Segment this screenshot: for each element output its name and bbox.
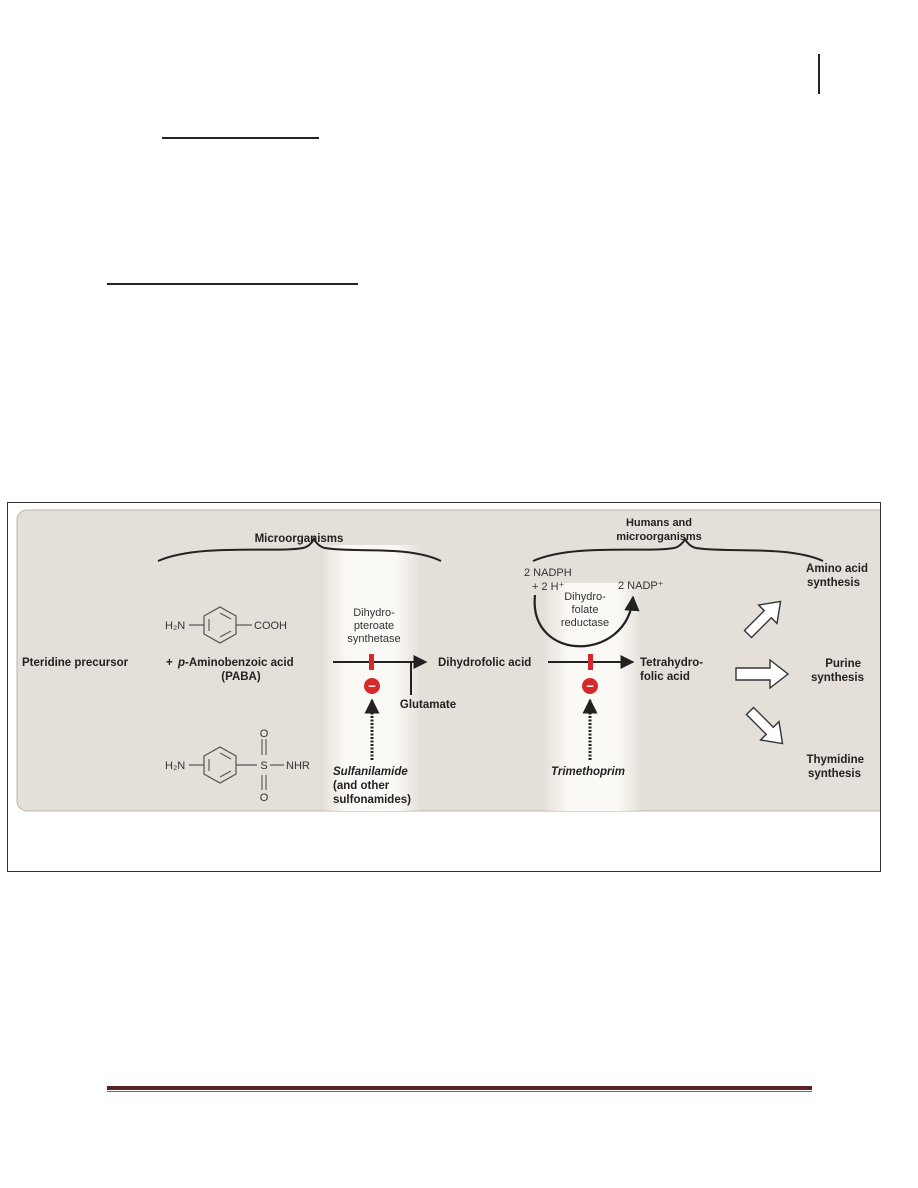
footer-rule (107, 1086, 812, 1090)
nadph-line2-label: + 2 H⁺ (532, 581, 565, 593)
group-label-microorganisms: Microorganisms (254, 533, 344, 545)
group-label-humans-line1: Humans and (625, 517, 693, 529)
paba-amine-label: H₂N (165, 620, 186, 632)
folate-pathway-diagram (8, 503, 880, 871)
footer-rule-thin (107, 1091, 812, 1092)
drug-sulfanilamide-label: Sulfanilamide (333, 766, 408, 778)
block-bar-dhfr (588, 654, 593, 670)
drug-trimethoprim-label: Trimethoprim (551, 766, 625, 778)
paba-abbr-label: (PABA) (221, 671, 261, 683)
nadph-line1-label: 2 NADPH (524, 567, 572, 579)
sulfa-o-bottom-label: O (259, 792, 269, 804)
sulfa-amine-label: H₂N (165, 760, 186, 772)
pteridine-precursor-label: Pteridine precursor (22, 657, 129, 669)
inhibit-symbol-dhps: − (368, 678, 376, 694)
dihydrofolic-acid-label: Dihydrofolic acid (438, 657, 532, 669)
output-thymidine-line2: synthesis (807, 768, 861, 780)
paba-prefix: p (178, 657, 186, 669)
enzyme-dhfr-line3: reductase (560, 617, 610, 629)
page-number-divider (818, 54, 820, 94)
group-label-humans-line2: microorganisms (616, 531, 702, 543)
drug-sulfa-line2: (and other (333, 780, 390, 792)
output-purine-line1: Purine (825, 658, 861, 670)
plus-sign: + (166, 657, 173, 669)
thf-line1-label: Tetrahydro- (640, 657, 704, 669)
enzyme-dhps-line3: synthetase (347, 633, 401, 645)
output-amino-line1: Amino acid (806, 563, 868, 575)
enzyme-dhfr-line1: Dihydro- (564, 591, 606, 603)
output-purine-line2: synthesis (810, 672, 864, 684)
nadp-label: 2 NADP⁺ (618, 580, 664, 592)
sulfa-o-top-label: O (259, 728, 269, 740)
enzyme-dhps-line2: pteroate (353, 620, 395, 632)
heading-underline-1 (162, 137, 319, 139)
output-thymidine-line1: Thymidine (806, 754, 864, 766)
enzyme-dhfr-line2: folate (571, 604, 599, 616)
paba-acid-label: COOH (254, 620, 287, 632)
inhibit-symbol-dhfr: − (586, 678, 594, 694)
glutamate-label: Glutamate (399, 699, 457, 711)
figure-frame (7, 502, 881, 872)
paba-name-label (177, 657, 294, 669)
enzyme-dhps-line1: Dihydro- (353, 607, 395, 619)
output-amino-line2: synthesis (806, 577, 860, 589)
sulfa-s-label: S (260, 760, 268, 772)
paba-name: -Aminobenzoic acid (185, 657, 294, 669)
drug-sulfa-line3: sulfonamides) (333, 794, 411, 806)
thf-line2-label: folic acid (640, 671, 690, 683)
sulfa-nhr-label: NHR (286, 760, 310, 772)
block-bar-dhps (369, 654, 374, 670)
heading-underline-2 (107, 283, 358, 285)
